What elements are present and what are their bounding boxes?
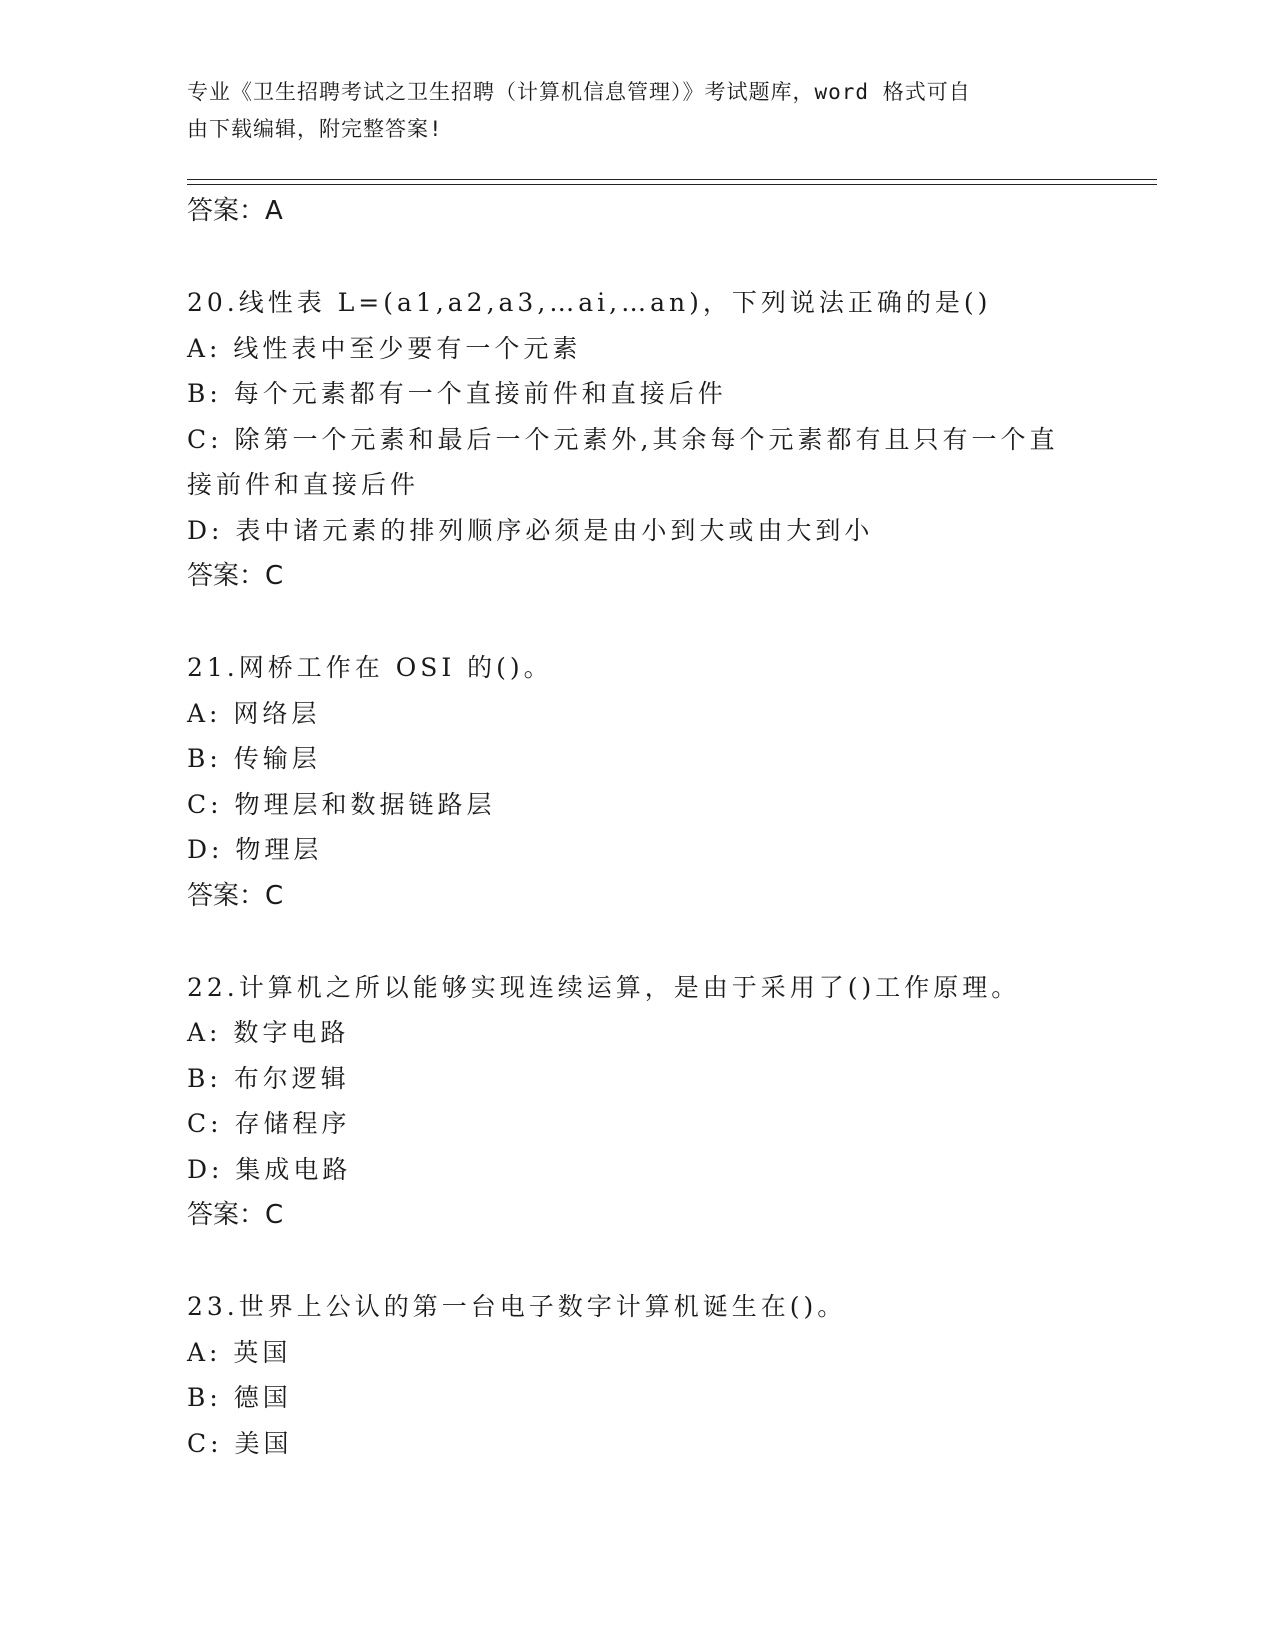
header-line-1: 专业《卫生招聘考试之卫生招聘（计算机信息管理）》考试题库，word 格式可自 <box>187 80 971 104</box>
previous-answer: 答案：A <box>187 196 283 226</box>
answer: 答案：C <box>187 1200 284 1230</box>
question-stem: 23.世界上公认的第一台电子数字计算机诞生在()。 <box>187 1292 847 1321</box>
option-b: B: 每个元素都有一个直接前件和直接后件 <box>187 379 727 408</box>
option-a: A: 数字电路 <box>187 1018 350 1047</box>
question-20 <box>187 280 1087 599</box>
header-divider-bottom <box>187 184 1157 185</box>
option-c-continued: 接前件和直接后件 <box>187 470 420 499</box>
question-stem: 20.线性表 L=(a1,a2,a3,…ai,…an)，下列说法正确的是() <box>187 288 992 317</box>
answer: 答案：C <box>187 880 284 911</box>
option-b: B: 德国 <box>187 1383 292 1412</box>
question-list <box>187 188 1087 1466</box>
option-a: A: 网络层 <box>187 698 321 728</box>
option-b: B: 布尔逻辑 <box>187 1063 350 1093</box>
answer: 答案：C <box>187 561 284 591</box>
option-d: D: 表中诸元素的排列顺序必须是由小到大或由大到小 <box>187 515 874 545</box>
question-stem: 22.计算机之所以能够实现连续运算，是由于采用了()工作原理。 <box>187 972 1021 1002</box>
option-b: B: 传输层 <box>187 744 321 773</box>
option-a: A: 英国 <box>187 1337 292 1367</box>
option-c: C: 物理层和数据链路层 <box>187 789 496 819</box>
option-c: C: 存储程序 <box>187 1109 351 1138</box>
header-divider-top <box>187 179 1157 180</box>
option-c: C: 除第一个元素和最后一个元素外,其余每个元素都有且只有一个直 <box>187 424 1059 454</box>
option-d: D: 物理层 <box>187 835 323 864</box>
option-d: D: 集成电路 <box>187 1154 352 1184</box>
spacer <box>187 919 1087 965</box>
question-stem: 21.网桥工作在 OSI 的()。 <box>187 653 553 682</box>
spacer <box>187 599 1087 645</box>
spacer <box>187 234 1087 280</box>
spacer <box>187 1238 1087 1284</box>
question-21 <box>187 645 1087 919</box>
question-22 <box>187 965 1087 1239</box>
option-c: C: 美国 <box>187 1428 293 1458</box>
option-a: A: 线性表中至少要有一个元素 <box>187 333 582 363</box>
question-23 <box>187 1284 1087 1466</box>
header-line-2: 由下载编辑，附完整答案! <box>187 117 443 141</box>
document-header <box>187 74 1067 148</box>
